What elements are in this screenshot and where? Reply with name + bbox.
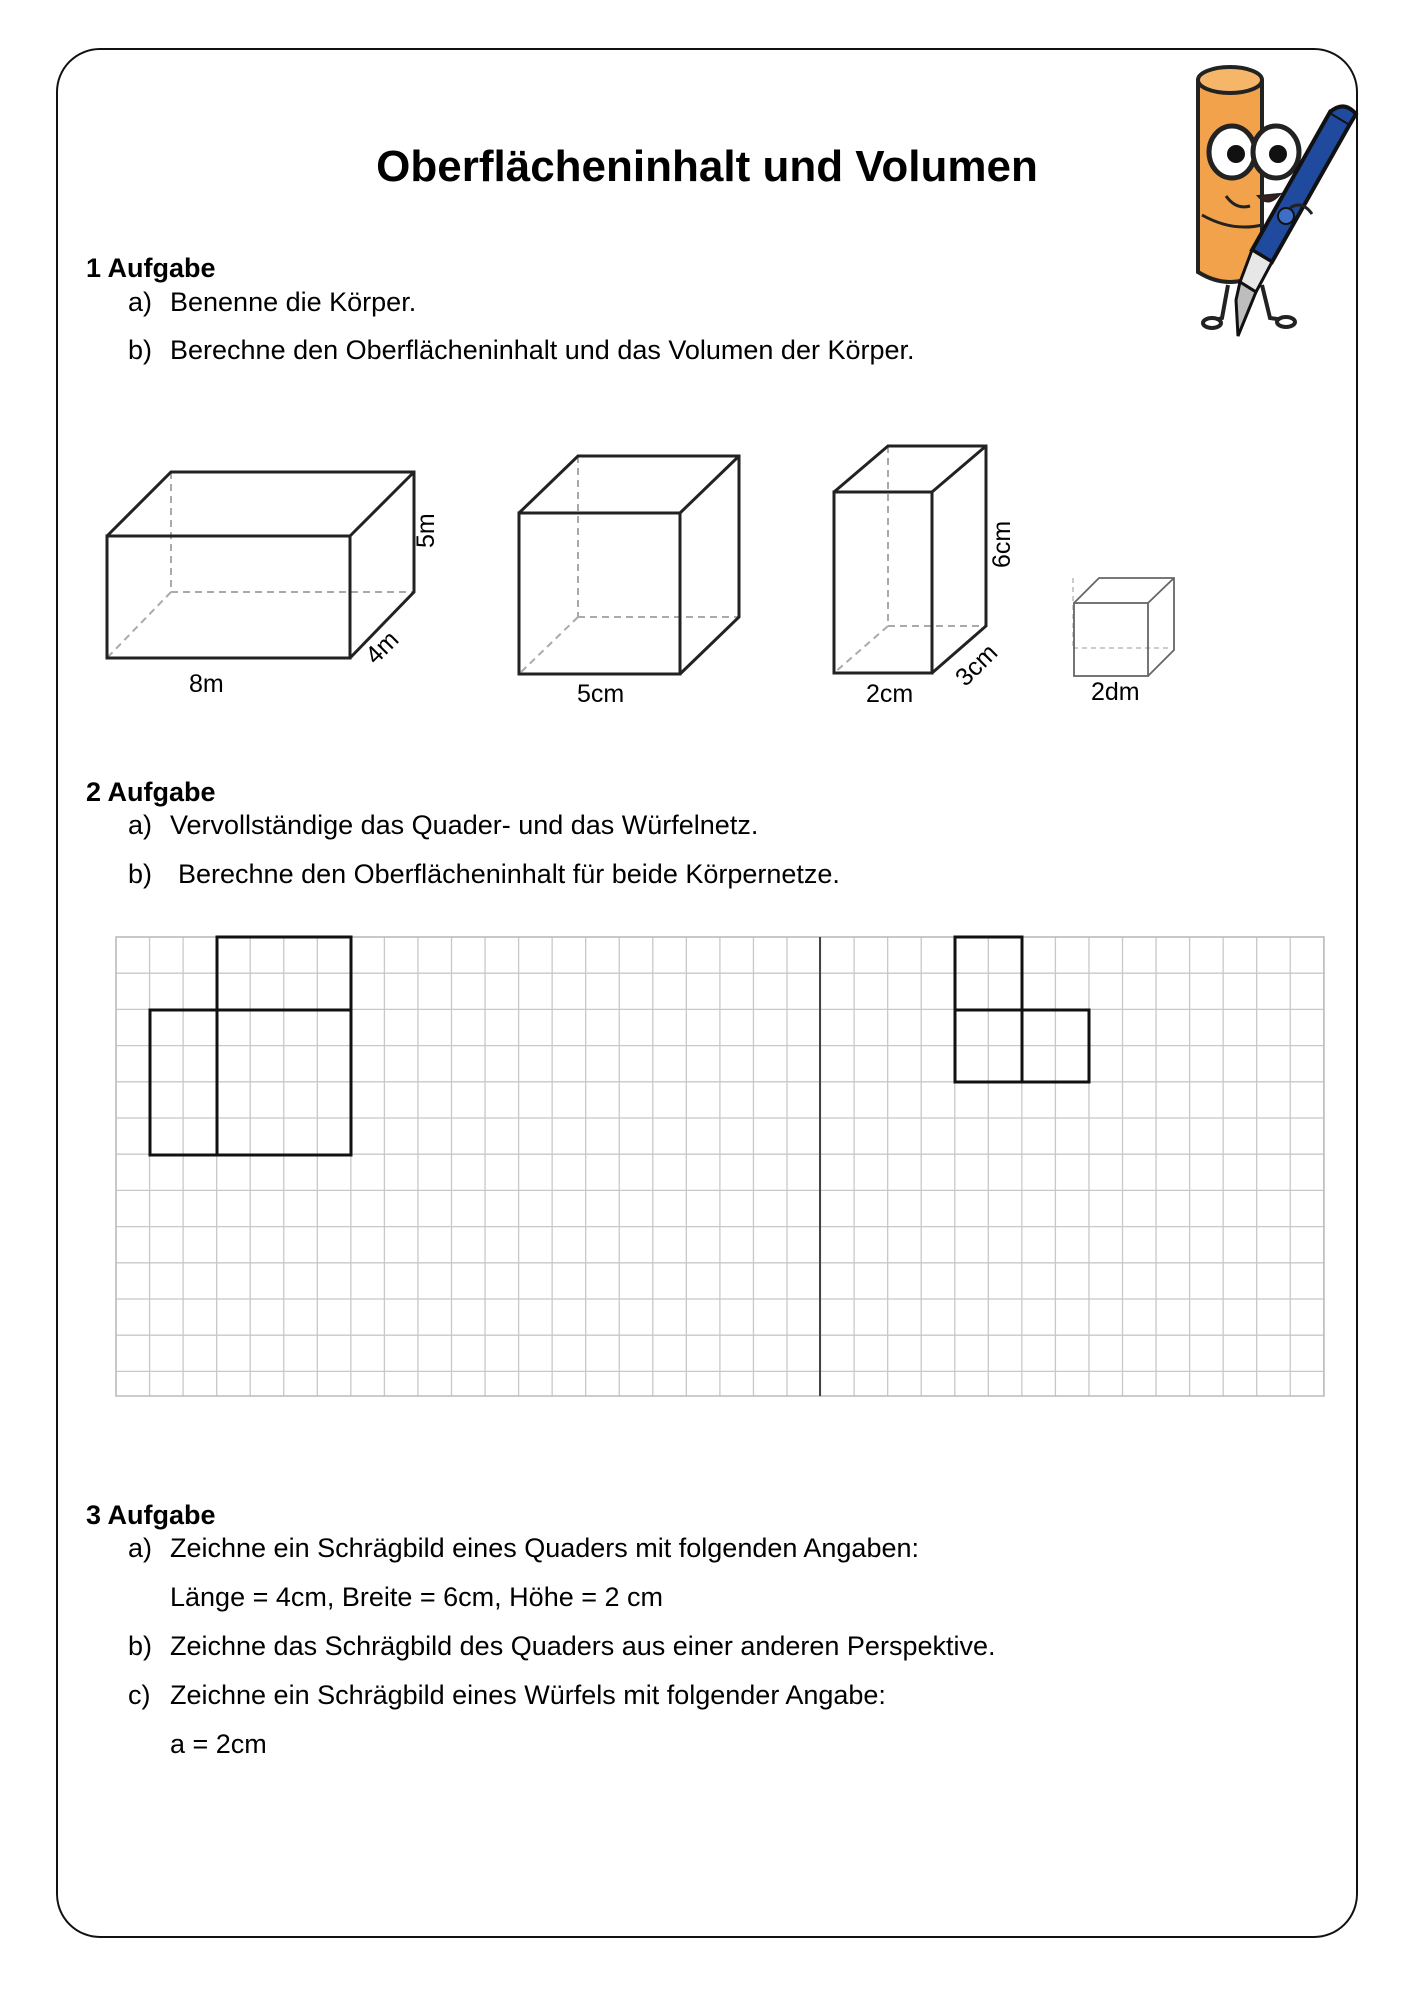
task2-b-text: Berechne den Oberflächeninhalt für beide Körpernetze. <box>178 859 840 889</box>
cube1-edge-label: 5cm <box>577 680 625 708</box>
task1-b-marker: b) <box>128 335 153 365</box>
cuboid1-length-label: 8m <box>189 670 224 698</box>
task3-a-values: Länge = 4cm, Breite = 6cm, Höhe = 2 cm <box>170 1582 664 1612</box>
task3-a-text: Zeichne ein Schrägbild eines Quaders mit folgenden Angaben: <box>170 1533 919 1563</box>
task1-b-text: Berechne den Oberflächeninhalt und das Volumen der Körper. <box>170 335 915 365</box>
cube2-edge-label: 2dm <box>1091 678 1140 706</box>
cuboid2-width-label: 2cm <box>866 680 914 708</box>
task3-a-marker: a) <box>128 1533 153 1563</box>
task2-b-marker: b) <box>128 859 153 889</box>
cuboid1-height-label: 5m <box>412 513 440 548</box>
task3-c-values: a = 2cm <box>170 1729 267 1759</box>
task3-b-marker: b) <box>128 1631 153 1661</box>
task3-c-marker: c) <box>128 1680 151 1710</box>
cuboid1-depth-label: 4m <box>360 625 405 670</box>
task2-a-marker: a) <box>128 810 153 840</box>
task2-a-text: Vervollständige das Quader- und das Würfelnetz. <box>170 810 759 840</box>
task3-b-text: Zeichne das Schrägbild des Quaders aus einer anderen Perspektive. <box>170 1631 996 1661</box>
cube-net-partial <box>955 937 1089 1082</box>
cuboid2-height-label: 6cm <box>988 520 1016 568</box>
task1-a-marker: a) <box>128 287 153 317</box>
task2-heading: 2 Aufgabe <box>86 777 216 807</box>
page-title: Oberflächeninhalt und Volumen <box>376 142 1038 191</box>
task1-a-text: Benenne die Körper. <box>170 287 417 317</box>
cuboid2-depth-label: 3cm <box>950 638 1004 692</box>
task3-c-text: Zeichne ein Schrägbild eines Würfels mit folgender Angabe: <box>170 1680 886 1710</box>
task3-heading: 3 Aufgabe <box>86 1500 216 1530</box>
task1-heading: 1 Aufgabe <box>86 253 216 283</box>
